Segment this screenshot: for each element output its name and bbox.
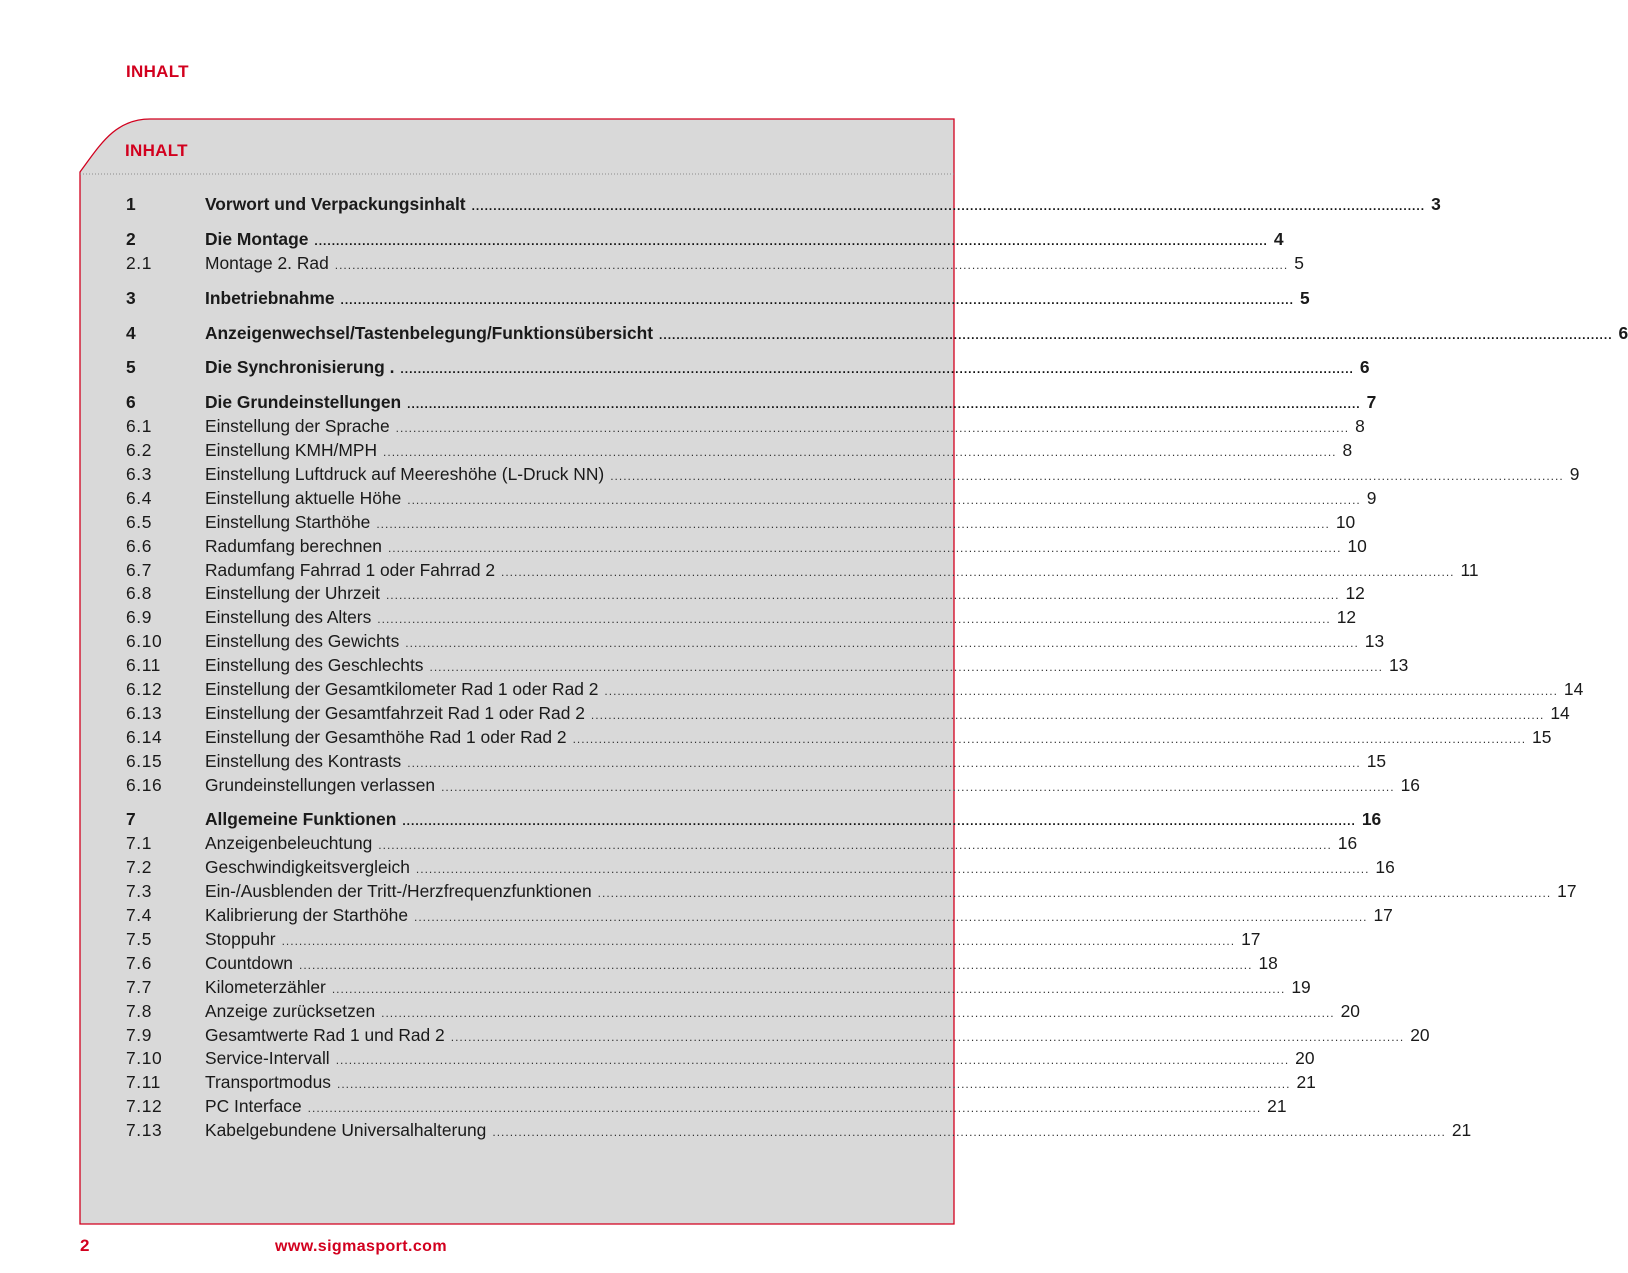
toc-dot-leader: ............................................................................................................................................................................................................................ <box>590 707 1545 722</box>
toc-dot-leader: ............................................................................................................................................................................................................................ <box>334 257 1289 272</box>
toc-dot-leader: ............................................................................................................................................................................................................................ <box>400 362 1354 377</box>
toc-dot-leader: ............................................................................................................................................................................................................................ <box>429 660 1383 675</box>
toc-dot-leader: ............................................................................................................................................................................................................................ <box>281 933 1236 948</box>
toc-title: Stoppuhr <box>205 928 276 949</box>
toc-page-number: 8 <box>1355 416 1365 437</box>
toc-page-number: 16 <box>1337 833 1358 854</box>
toc-dot-leader: ............................................................................................................................................................................................................................ <box>407 492 1361 507</box>
toc-section-row[interactable] <box>126 1047 1315 1071</box>
toc-section-row[interactable] <box>126 750 1387 774</box>
toc-number: 7 <box>126 809 137 830</box>
header-title: INHALT <box>126 62 189 81</box>
toc-number: 7.7 <box>126 976 152 997</box>
toc-chapter-row[interactable] <box>126 322 1628 346</box>
toc-section-row[interactable] <box>126 439 1353 463</box>
toc-page-number: 20 <box>1410 1024 1430 1045</box>
toc-section-row[interactable] <box>126 904 1393 928</box>
toc-dot-leader: ............................................................................................................................................................................................................................ <box>572 731 1527 746</box>
toc-section-row[interactable] <box>126 1119 1472 1143</box>
toc-page-number: 17 <box>1557 881 1577 902</box>
toc-chapter-row[interactable] <box>126 391 1377 415</box>
toc-dot-leader: ............................................................................................................................................................................................................................ <box>407 755 1361 770</box>
toc-section-row[interactable] <box>126 582 1365 606</box>
toc-page-number: 21 <box>1451 1120 1472 1141</box>
toc-number: 6.9 <box>126 607 152 628</box>
toc-section-row[interactable] <box>126 415 1365 439</box>
toc-chapter-row[interactable] <box>126 808 1382 832</box>
toc-dot-leader: ............................................................................................................................................................................................................................ <box>298 957 1253 972</box>
toc-page-number: 16 <box>1375 857 1395 878</box>
toc-page-number: 5 <box>1299 287 1310 308</box>
toc-number: 6.2 <box>126 440 152 461</box>
toc-title: Einstellung Luftdruck auf Meereshöhe (L-Druck NN) <box>205 464 605 485</box>
toc-title: Einstellung des Alters <box>205 607 372 628</box>
toc-section-row[interactable] <box>126 559 1479 583</box>
toc-section-row[interactable] <box>126 487 1377 511</box>
toc-dot-leader: ............................................................................................................................................................................................................................ <box>335 1053 1290 1068</box>
toc-dot-leader: ............................................................................................................................................................................................................................ <box>331 981 1286 996</box>
toc-page-number: 16 <box>1361 809 1382 830</box>
toc-number: 7.4 <box>126 905 152 926</box>
toc-title: Einstellung der Gesamtkilometer Rad 1 oder Rad 2 <box>205 679 599 700</box>
toc-section-row[interactable] <box>126 856 1395 880</box>
toc-chapter-row[interactable] <box>126 193 1441 217</box>
toc-dot-leader: ............................................................................................................................................................................................................................ <box>336 1077 1291 1092</box>
toc-title: Anzeigenwechsel/Tastenbelegung/Funktionsübersicht <box>205 322 654 343</box>
toc-title: Kalibrierung der Starthöhe <box>205 905 409 926</box>
toc-title: Einstellung des Geschlechts <box>205 655 424 676</box>
toc-page-number: 3 <box>1431 194 1441 214</box>
toc-number: 2.1 <box>126 252 152 273</box>
toc-dot-leader: ............................................................................................................................................................................................................................ <box>597 886 1552 901</box>
toc-number: 6.15 <box>126 750 163 771</box>
toc-page-number: 10 <box>1347 535 1367 556</box>
toc-title: Anzeigenbeleuchtung <box>205 833 373 854</box>
toc-section-row[interactable] <box>126 654 1409 678</box>
toc-page-number: 20 <box>1295 1048 1315 1069</box>
toc-page-number: 11 <box>1460 559 1479 580</box>
toc-dot-leader: ............................................................................................................................................................................................................................ <box>405 636 1359 651</box>
toc-number: 6.11 <box>126 655 161 676</box>
toc-title: Die Montage <box>205 228 309 249</box>
toc-title: Radumfang berechnen <box>205 535 382 556</box>
toc-section-row[interactable] <box>126 463 1580 487</box>
toc-chapter-row[interactable] <box>126 356 1370 380</box>
toc-number: 5 <box>126 357 137 378</box>
toc-number: 1 <box>126 194 137 214</box>
toc-dot-leader: ............................................................................................................................................................................................................................ <box>378 838 1332 853</box>
toc-dot-leader: ............................................................................................................................................................................................................................ <box>441 779 1395 794</box>
toc-page-number: 16 <box>1400 774 1420 795</box>
toc-page-number: 8 <box>1342 440 1353 461</box>
toc-dot-leader: ............................................................................................................................................................................................................................ <box>610 469 1564 484</box>
toc-page-number: 5 <box>1294 252 1304 273</box>
toc-section-row[interactable] <box>126 606 1357 630</box>
toc-section-row[interactable] <box>126 1095 1287 1119</box>
toc-section-row[interactable] <box>126 1000 1360 1024</box>
toc-number: 7.6 <box>126 952 152 973</box>
toc-number: 6.3 <box>126 464 152 485</box>
toc-section-row[interactable] <box>126 678 1584 702</box>
footer-url[interactable]: www.sigmasport.com <box>275 1238 447 1255</box>
toc-section-row[interactable] <box>126 1071 1316 1095</box>
toc-page-number: 9 <box>1366 487 1377 508</box>
toc-number: 7.8 <box>126 1000 152 1021</box>
toc-dot-leader: ............................................................................................................................................................................................................................ <box>492 1125 1446 1140</box>
toc-title: Einstellung Starthöhe <box>205 511 371 532</box>
toc-dot-leader: ............................................................................................................................................................................................................................ <box>659 327 1613 342</box>
toc-title: Countdown <box>205 952 293 973</box>
toc-number: 7.2 <box>126 857 152 878</box>
toc-dot-leader: ............................................................................................................................................................................................................................ <box>383 445 1337 460</box>
toc-title: Einstellung der Uhrzeit <box>205 583 380 604</box>
toc-number: 7.11 <box>126 1072 161 1093</box>
toc-section-row[interactable] <box>126 880 1577 904</box>
toc-number: 7.3 <box>126 881 152 902</box>
toc-title: Einstellung des Gewichts <box>205 631 400 652</box>
toc-section-row[interactable] <box>126 832 1358 856</box>
toc-section-row[interactable] <box>126 774 1420 798</box>
toc-title: Einstellung der Gesamthöhe Rad 1 oder Rad 2 <box>205 726 567 747</box>
toc-section-row[interactable] <box>126 928 1261 952</box>
toc-section-row[interactable] <box>126 726 1552 750</box>
toc-dot-leader: ............................................................................................................................................................................................................................ <box>501 564 1455 579</box>
toc-page-number: 15 <box>1532 726 1552 747</box>
toc-number: 6.16 <box>126 774 163 795</box>
toc-dot-leader: ............................................................................................................................................................................................................................ <box>387 540 1342 555</box>
toc-page-number: 21 <box>1296 1072 1316 1093</box>
toc-title: Anzeige zurücksetzen <box>205 1000 376 1021</box>
toc-section-row[interactable] <box>126 952 1278 976</box>
toc-number: 6.1 <box>126 416 152 437</box>
toc-title: Vorwort und Verpackungsinhalt <box>205 194 466 214</box>
toc-section-row[interactable] <box>126 252 1304 276</box>
toc-title: Einstellung der Gesamtfahrzeit Rad 1 oder Rad 2 <box>205 702 585 723</box>
toc-number: 6.6 <box>126 535 152 556</box>
toc-number: 7.9 <box>126 1024 152 1045</box>
toc-number: 7.13 <box>126 1120 163 1141</box>
toc-page-number: 14 <box>1550 702 1570 723</box>
toc-dot-leader: ............................................................................................................................................................................................................................ <box>415 862 1370 877</box>
toc-title: Radumfang Fahrrad 1 oder Fahrrad 2 <box>205 559 496 580</box>
toc-number: 4 <box>126 322 137 343</box>
toc-title: Montage 2. Rad <box>205 252 329 273</box>
toc-number: 7.5 <box>126 928 152 949</box>
table-of-contents <box>126 193 1628 1143</box>
toc-title: Einstellung aktuelle Höhe <box>205 487 402 508</box>
toc-dot-leader: ............................................................................................................................................................................................................................ <box>414 910 1368 925</box>
toc-number: 7.10 <box>126 1048 163 1069</box>
toc-title: Inbetriebnahme <box>205 287 335 308</box>
toc-number: 6.4 <box>126 487 152 508</box>
toc-number: 3 <box>126 287 137 308</box>
toc-dot-leader: ............................................................................................................................................................................................................................ <box>340 292 1294 307</box>
toc-title: Transportmodus <box>205 1072 331 1093</box>
toc-dot-leader: ............................................................................................................................................................................................................................ <box>471 199 1426 213</box>
toc-title: Einstellung KMH/MPH <box>205 440 378 461</box>
toc-page-number: 14 <box>1563 679 1584 700</box>
toc-section-row[interactable] <box>126 535 1367 559</box>
toc-section-row[interactable] <box>126 511 1356 535</box>
toc-dot-leader: ............................................................................................................................................................................................................................ <box>385 588 1340 603</box>
toc-title: Allgemeine Funktionen <box>205 809 397 830</box>
toc-title: Einstellung des Kontrasts <box>205 750 402 771</box>
toc-title: Kabelgebundene Universalhalterung <box>205 1120 487 1141</box>
toc-page-number: 19 <box>1291 976 1311 997</box>
toc-page-number: 17 <box>1373 905 1393 926</box>
toc-chapter-row[interactable] <box>126 287 1310 311</box>
toc-title: Kilometerzähler <box>205 976 326 997</box>
toc-page-number: 6 <box>1618 322 1628 343</box>
toc-section-row[interactable] <box>126 1024 1430 1048</box>
toc-page-number: 4 <box>1273 228 1284 249</box>
toc-page-number: 15 <box>1366 750 1387 771</box>
toc-number: 7.1 <box>126 833 152 854</box>
toc-title: Service-Intervall <box>205 1048 330 1069</box>
toc-dot-leader: ............................................................................................................................................................................................................................ <box>604 684 1558 699</box>
toc-number: 6 <box>126 392 137 413</box>
footer-page-number: 2 <box>80 1236 90 1255</box>
toc-number: 6.7 <box>126 559 152 580</box>
toc-title: Ein-/Ausblenden der Tritt-/Herzfrequenzfunktionen <box>205 881 592 902</box>
toc-page-number: 9 <box>1569 464 1580 485</box>
toc-dot-leader: ............................................................................................................................................................................................................................ <box>402 814 1356 829</box>
toc-page-number: 6 <box>1359 357 1370 378</box>
toc-title: PC Interface <box>205 1096 302 1117</box>
toc-title: Grundeinstellungen verlassen <box>205 774 436 795</box>
toc-page-number: 7 <box>1366 392 1377 413</box>
toc-page-number: 20 <box>1340 1000 1360 1021</box>
toc-dot-leader: ............................................................................................................................................................................................................................ <box>381 1005 1335 1020</box>
toc-dot-leader: ............................................................................................................................................................................................................................ <box>395 421 1350 436</box>
toc-page-number: 12 <box>1345 583 1365 604</box>
toc-page-number: 17 <box>1241 928 1261 949</box>
toc-title: Die Synchronisierung . <box>205 357 395 378</box>
toc-page-number: 13 <box>1388 655 1409 676</box>
toc-title: Gesamtwerte Rad 1 und Rad 2 <box>205 1024 445 1045</box>
toc-dot-leader: ............................................................................................................................................................................................................................ <box>377 612 1331 627</box>
toc-number: 6.5 <box>126 511 152 532</box>
toc-dot-leader: ............................................................................................................................................................................................................................ <box>407 397 1361 412</box>
toc-dot-leader: ............................................................................................................................................................................................................................ <box>450 1029 1405 1044</box>
toc-section-row[interactable] <box>126 976 1311 1000</box>
toc-number: 6.13 <box>126 702 163 723</box>
toc-number: 7.12 <box>126 1096 163 1117</box>
toc-number: 6.14 <box>126 726 163 747</box>
toc-page-number: 21 <box>1267 1096 1287 1117</box>
panel-title: INHALT <box>125 141 188 160</box>
toc-number: 6.8 <box>126 583 152 604</box>
toc-title: Die Grundeinstellungen <box>205 392 402 413</box>
toc-title: Geschwindigkeitsvergleich <box>205 857 410 878</box>
toc-dot-leader: ............................................................................................................................................................................................................................ <box>314 233 1268 248</box>
toc-section-row[interactable] <box>126 630 1385 654</box>
toc-section-row[interactable] <box>126 702 1570 726</box>
toc-page-number: 12 <box>1336 607 1357 628</box>
toc-page-number: 10 <box>1335 511 1356 532</box>
toc-number: 2 <box>126 228 137 249</box>
toc-number: 6.12 <box>126 679 163 700</box>
toc-dot-leader: ............................................................................................................................................................................................................................ <box>307 1101 1262 1116</box>
toc-chapter-row[interactable] <box>126 228 1284 252</box>
toc-number: 6.10 <box>126 631 163 652</box>
toc-title: Einstellung der Sprache <box>205 416 390 437</box>
toc-page-number: 18 <box>1258 952 1278 973</box>
toc-dot-leader: ............................................................................................................................................................................................................................ <box>376 516 1330 531</box>
toc-page-number: 13 <box>1364 631 1385 652</box>
